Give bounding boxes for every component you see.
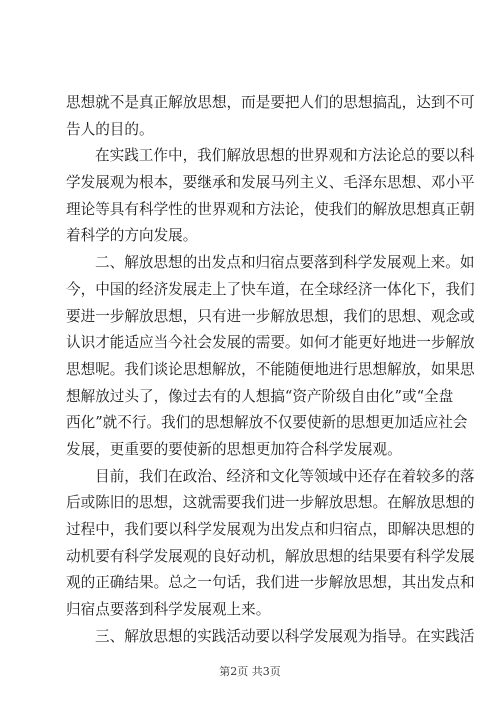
text-line: 三、解放思想的实践活动要以科学发展观为指导。在实践活 (95, 627, 475, 645)
text-line: 想解放过头了，像过去有的人想搞“资产阶级自由化”或“全盘 (66, 387, 454, 405)
text-line: 要进一步解放思想，只有进一步解放思想，我们的思想、观念或 (66, 307, 475, 325)
text-line: 思想呢。我们谈论思想解放，不能随便地进行思想解放，如果思 (66, 360, 475, 378)
text-line: 着科学的方向发展。 (66, 227, 198, 245)
page-footer: 第2页 共3页 (219, 665, 281, 678)
paragraph (66, 624, 475, 651)
text-line: 今，中国的经济发展走上了快车道，在全球经济一体化下，我们 (66, 280, 475, 298)
paragraph (66, 250, 475, 464)
text-line: 归宿点要落到科学发展观上来。 (66, 601, 271, 619)
text-line: 西化”就不行。我们的思想解放不仅要使新的思想更加适应社会 (66, 414, 468, 432)
text-line: 后或陈旧的思想，这就需要我们进一步解放思想。在解放思想的 (66, 494, 475, 512)
text-line: 发展，更重要的要使新的思想更加符合科学发展观。 (66, 440, 402, 458)
paragraph (66, 143, 475, 250)
text-line: 认识才能适应当今社会发展的需要。如何才能更好地进一步解放 (66, 334, 475, 352)
text-line: 理论等具有科学性的世界观和方法论，使我们的解放思想真正朝 (66, 200, 475, 218)
document-body (66, 90, 475, 650)
text-line: 动机要有科学发展观的良好动机，解放思想的结果要有科学发展 (66, 547, 475, 565)
text-line: 观的正确结果。总之一句话，我们进一步解放思想，其出发点和 (66, 574, 475, 592)
paragraph (66, 464, 475, 624)
text-line: 目前，我们在政治、经济和文化等领域中还存在着较多的落 (95, 467, 475, 485)
text-line: 过程中，我们要以科学发展观为出发点和归宿点，即解决思想的 (66, 521, 475, 538)
text-line: 思想就不是真正解放思想，而是要把人们的思想搞乱，达到不可 (66, 94, 475, 111)
text-line: 二、解放思想的出发点和归宿点要落到科学发展观上来。如 (95, 254, 475, 272)
paragraph (66, 90, 475, 143)
text-line: 学发展观为根本，要继承和发展马列主义、毛泽东思想、邓小平 (66, 174, 475, 192)
text-line: 在实践工作中，我们解放思想的世界观和方法论总的要以科 (95, 147, 475, 165)
text-line: 告人的目的。 (66, 120, 154, 138)
